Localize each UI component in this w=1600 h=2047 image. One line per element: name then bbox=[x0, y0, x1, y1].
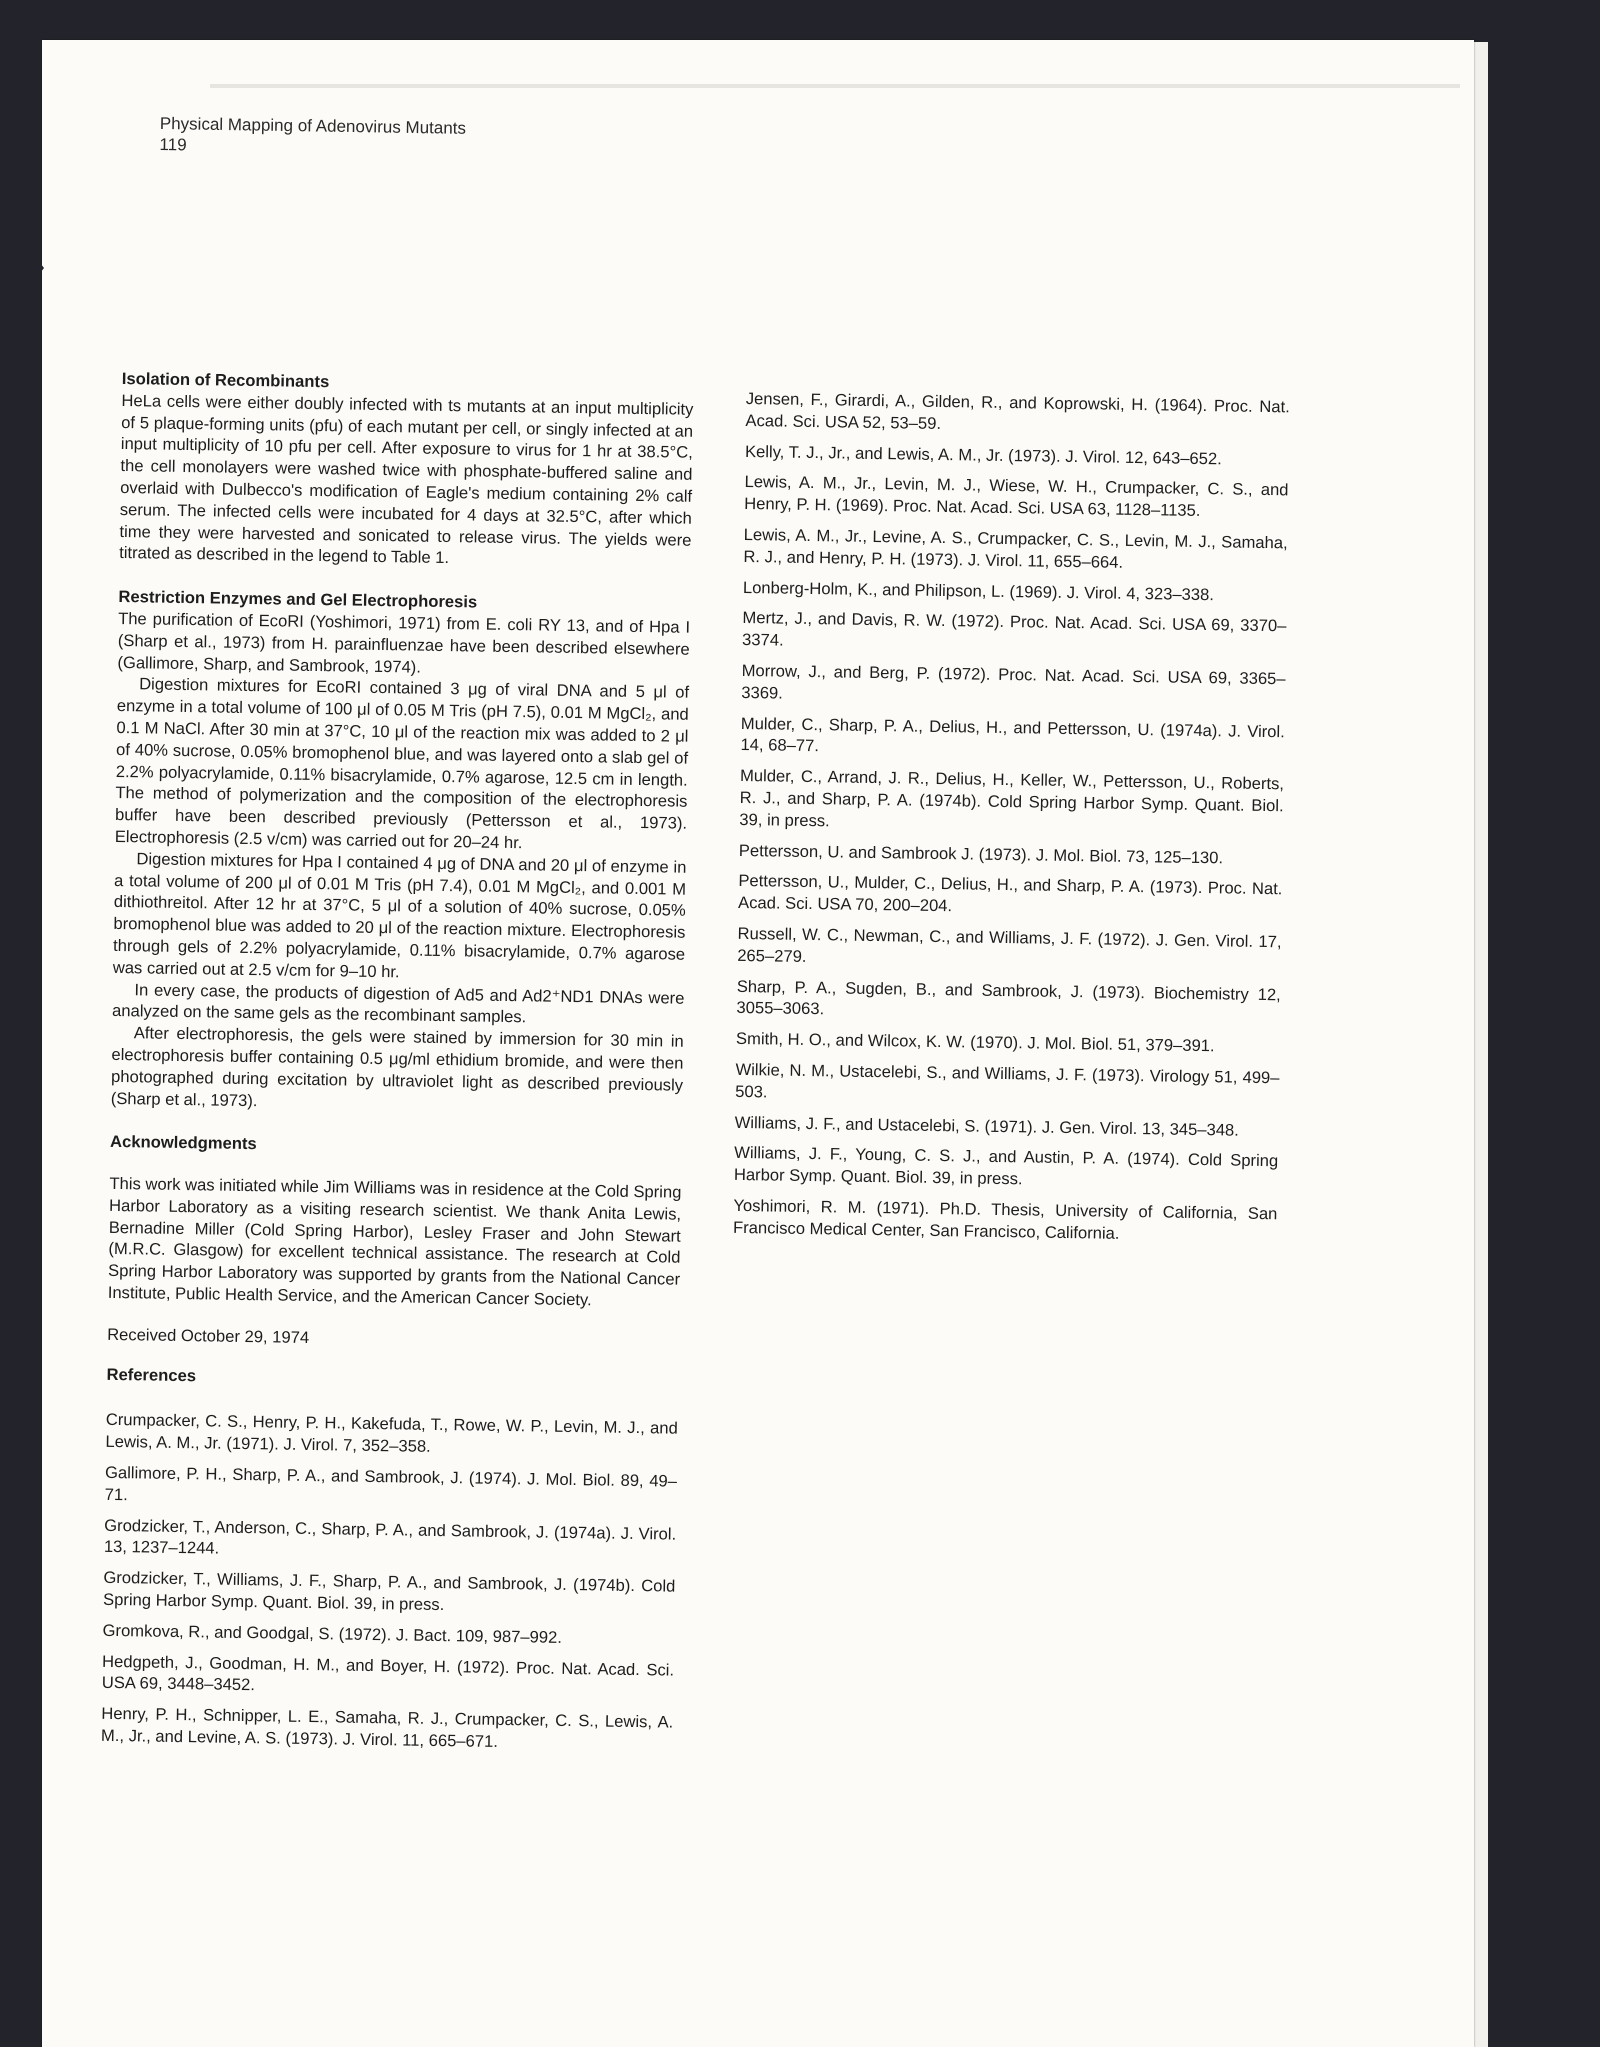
restriction-paragraph-5: After electrophoresis, the gels were stained by immersion for 30 min in electrophoresis buffer containing 0.5 μg/ml ethidium bromide, and were then photographed during excitation by ultraviolet light as described previously (Sharp et al., 1973). bbox=[110, 1023, 684, 1110]
reference-item: Wilkie, N. M., Ustacelebi, S., and Williams, J. F. (1973). Virology 51, 499–503. bbox=[735, 1059, 1280, 1102]
page-edge-notch bbox=[30, 250, 44, 286]
reference-item: Lonberg-Holm, K., and Philipson, L. (1969). J. Virol. 4, 323–338. bbox=[742, 577, 1215, 604]
section-heading-references: References bbox=[106, 1364, 197, 1385]
section-heading-isolation: Isolation of Recombinants bbox=[121, 368, 330, 392]
reference-item: Russell, W. C., Newman, C., and Williams, J. F. (1972). J. Gen. Virol. 17, 265–279. bbox=[737, 923, 1282, 966]
reference-item: Pettersson, U., Mulder, C., Delius, H., and Sharp, P. A. (1973). Proc. Nat. Acad. Sci. USA 70, 200–204. bbox=[737, 871, 1283, 916]
received-date: Received October 29, 1974 bbox=[107, 1324, 310, 1347]
reference-item: Lewis, A. M., Jr., Levin, M. J., Wiese, W. H., Crumpacker, C. S., and Henry, P. H. (1969). Proc. Nat. Acad. Sci. USA 63, 1128–1135. bbox=[744, 472, 1289, 521]
isolation-paragraph: HeLa cells were either doubly infected with ts mutants at an input multiplicity of 5 plaque-forming units (pfu) of each mutant per cell, or singly infected at an input multiplicity of 10 pfu per cell. After exposure to virus for 1 hr at 38.5°C, the cell monolayers were washed twice with phosphate-buffered saline and overlaid with Dulbecco's modification of Eagle's medium containing 2% calf serum. The infected cells were incubated for 4 days at 32.5°C, after which time they were harvested and sonicated to release virus. The yields were titrated as described in the legend to Table 1. bbox=[119, 390, 694, 568]
reference-item: Grodzicker, T., Williams, J. F., Sharp, P. A., and Sambrook, J. (1974b). Cold Spring Harbor Symp. Quant. Biol. 39, in press. bbox=[102, 1568, 676, 1615]
reference-item: Sharp, P. A., Sugden, B., and Sambrook, J. (1973). Biochemistry 12, 3055–3063. bbox=[736, 976, 1281, 1019]
section-heading-acknowledgments: Acknowledgments bbox=[109, 1132, 257, 1154]
reference-item: Smith, H. O., and Wilcox, K. W. (1970). J. Mol. Biol. 51, 379–391. bbox=[735, 1029, 1215, 1056]
reference-list-right bbox=[733, 388, 1290, 1247]
reference-item: Gromkova, R., and Goodgal, S. (1972). J. Bact. 109, 987–992. bbox=[102, 1620, 563, 1647]
restriction-paragraph-3: Digestion mixtures for Hpa I contained 4 μg of DNA and 20 μl of enzyme in a total volume of 200 μl of 0.01 M Tris (pH 7.4), 0.01 M MgCl₂, and 0.001 M dithiothreitol. After 12 hr at 37°C, 5 μl of a solution of 40% sucrose, 0.05% bromophenol blue was added to 20 μl of the reaction mixture. Electrophoresis through gels of 2.2% polyacrylamide, 0.11% bisacrylamide, 0.7% agarose was carried out at 2.5 v/cm for 9–10 hr. bbox=[112, 849, 687, 982]
restriction-paragraph-2: Digestion mixtures for EcoRI contained 3 μg of viral DNA and 5 μl of enzyme in a total volume of 100 μl of 0.05 M Tris (pH 7.5), 0.01 M MgCl₂, and 0.1 M NaCl. After 30 min at 37°C, 10 μl of the reaction mix was added to 2 μl of 40% sucrose, 0.05% bromophenol blue, and was layered onto a slab gel of 2.2% polyacrylamide, 0.11% bisacrylamide, 0.7% agarose, 12.5 cm in length. The method of polymerization and the composition of the electrophoresis buffer have been described previously (Pettersson et al., 1973). Electrophoresis (2.5 v/cm) was carried out for 20–24 hr. bbox=[114, 674, 690, 853]
page-number: 119 bbox=[159, 134, 187, 155]
reference-item: Morrow, J., and Berg, P. (1972). Proc. Nat. Acad. Sci. USA 69, 3365–3369. bbox=[741, 660, 1286, 703]
reference-item: Williams, J. F., Young, C. S. J., and Austin, P. A. (1974). Cold Spring Harbor Symp. Quant. Biol. 39, in press. bbox=[733, 1143, 1279, 1189]
reference-item: Crumpacker, C. S., Henry, P. H., Kakefuda, T., Rowe, W. P., Levin, M. J., and Lewis, A. M., Jr. (1971). J. Virol. 7, 352–358. bbox=[105, 1410, 678, 1457]
acknowledgments-paragraph: This work was initiated while Jim Williams was in residence at the Cold Spring Harbor Laboratory as a visiting research scientist. We thank Anita Lewis, Bernadine Miller (Cold Spring Harbor), Lesley Fraser and John Stewart (M.R.C. Glasgow) for excellent technical assistance. The research at Cold Spring Harbor Laboratory was supported by grants from the National Cancer Institute, Public Health Service, and the American Cancer Society. bbox=[107, 1173, 682, 1310]
reference-item: Kelly, T. J., Jr., and Lewis, A. M., Jr. (1973). J. Virol. 12, 643–652. bbox=[744, 441, 1222, 468]
restriction-paragraph-1: The purification of EcoRI (Yoshimori, 1971) from E. coli RY 13, and of Hpa I (Sharp et al., 1973) from H. parainfluenzae have been described elsewhere (Gallimore, Sharp, and Sambrook, 1974). bbox=[117, 608, 691, 677]
reference-item: Yoshimori, R. M. (1971). Ph.D. Thesis, University of California, San Francisco Medical Center, San Francisco, California. bbox=[732, 1195, 1278, 1243]
reference-item: Lewis, A. M., Jr., Levine, A. S., Crumpacker, C. S., Levin, M. J., Samaha, R. J., and Henry, P. H. (1973). J. Virol. 11, 655–664. bbox=[743, 524, 1288, 572]
right-column bbox=[733, 388, 1290, 1256]
reference-list-left bbox=[101, 1409, 678, 1755]
running-title: Physical Mapping of Adenovirus Mutants bbox=[159, 113, 467, 138]
left-column bbox=[101, 368, 694, 1764]
reference-item: Mulder, C., Arrand, J. R., Delius, H., Keller, W., Pettersson, U., Roberts, R. J., and Sharp, P. A. (1974b). Cold Spring Harbor Symp. Quant. Biol. 39, in press. bbox=[739, 766, 1285, 831]
reference-item: Mertz, J., and Davis, R. W. (1972). Proc. Nat. Acad. Sci. USA 69, 3370–3374. bbox=[741, 608, 1287, 650]
reference-item: Pettersson, U. and Sambrook J. (1973). J. Mol. Biol. 73, 125–130. bbox=[738, 840, 1224, 867]
restriction-paragraph-4: In every case, the products of digestion of Ad5 and Ad2⁺ND1 DNAs were analyzed on the same gels as the recombinant samples. bbox=[111, 979, 685, 1027]
reference-item: Mulder, C., Sharp, P. A., Delius, H., and Pettersson, U. (1974a). J. Virol. 14, 68–77. bbox=[740, 713, 1285, 756]
running-header bbox=[159, 113, 466, 160]
reference-item: Henry, P. H., Schnipper, L. E., Samaha, R. J., Crumpacker, C. S., Lewis, A. M., Jr., and Levine, A. S. (1973). J. Virol. 11, 665–671. bbox=[100, 1704, 674, 1751]
reference-item: Grodzicker, T., Anderson, C., Sharp, P. A., and Sambrook, J. (1974a). J. Virol. 13, 1237–1244. bbox=[103, 1515, 677, 1559]
reference-item: Williams, J. F., and Ustacelebi, S. (1971). J. Gen. Virol. 13, 345–348. bbox=[734, 1112, 1240, 1140]
page-fold-shadow bbox=[210, 84, 1460, 88]
reference-item: Jensen, F., Girardi, A., Gilden, R., and Koprowski, H. (1964). Proc. Nat. Acad. Sci. USA 52, 53–59. bbox=[745, 388, 1290, 433]
section-heading-restriction: Restriction Enzymes and Gel Electrophoresis bbox=[118, 587, 478, 612]
reference-item: Gallimore, P. H., Sharp, P. A., and Sambrook, J. (1974). J. Mol. Biol. 89, 49–71. bbox=[104, 1462, 678, 1505]
reference-item: Hedgpeth, J., Goodman, H. M., and Boyer, H. (1972). Proc. Nat. Acad. Sci. USA 69, 3448–3452. bbox=[101, 1651, 675, 1695]
